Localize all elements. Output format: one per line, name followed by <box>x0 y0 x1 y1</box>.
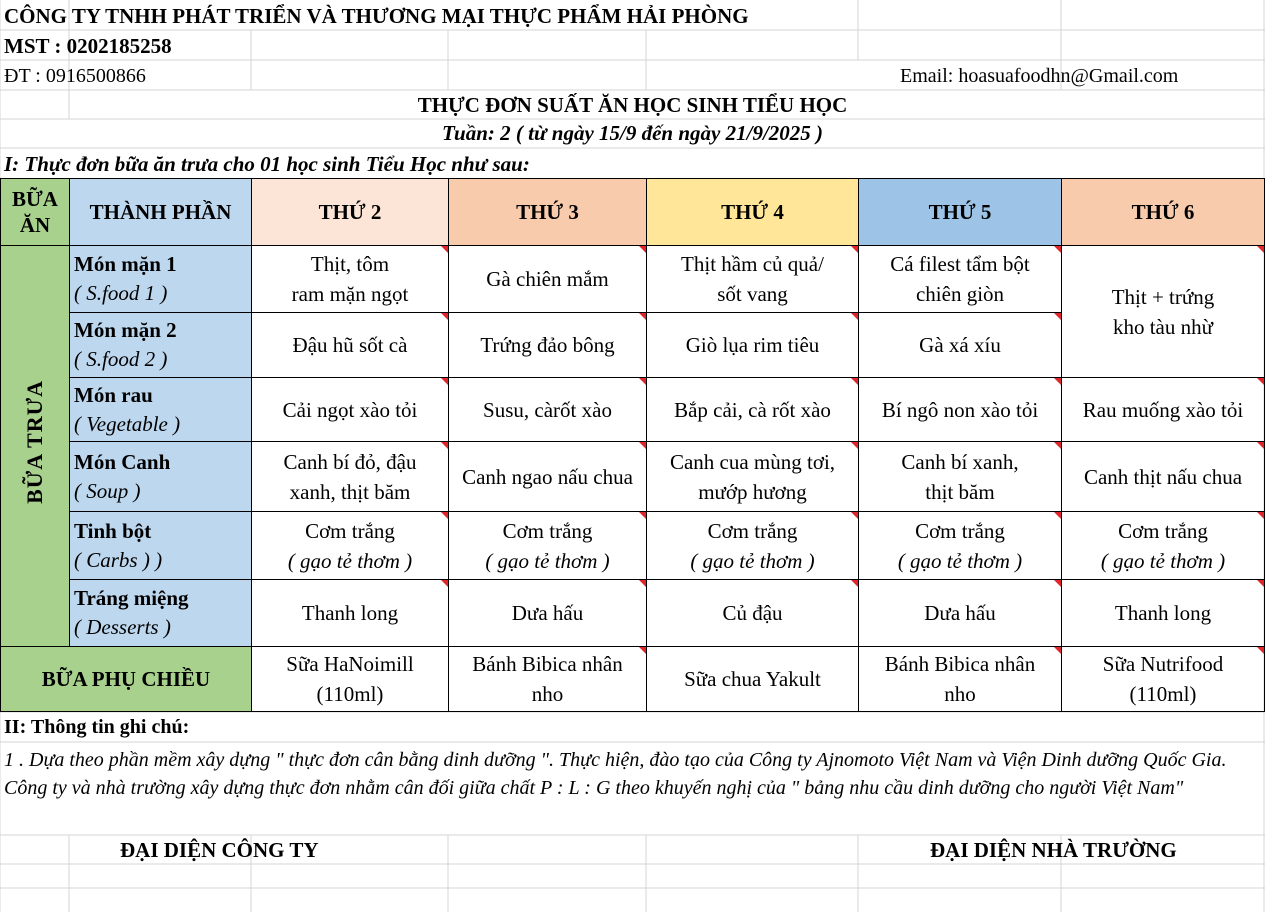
menu-cell-merged <box>1062 246 1265 378</box>
meal-header <box>1 179 70 246</box>
snack-cell <box>1062 647 1265 712</box>
comment-marker <box>1054 512 1061 519</box>
cell-line: Rau muống xào tỏi <box>1082 397 1244 422</box>
comment-marker <box>851 378 858 385</box>
menu-cell <box>647 580 859 647</box>
cell-line: Gà chiên mắm <box>486 267 609 291</box>
menu-cell <box>859 313 1062 378</box>
component-english: ( Carbs ) ) <box>74 547 163 572</box>
component-name: Món mặn 1 <box>74 252 177 276</box>
menu-cell <box>1062 580 1265 647</box>
component-header: THÀNH PHẦN <box>70 179 252 246</box>
snack-label: BỮA PHỤ CHIỀU <box>1 647 252 712</box>
menu-cell <box>1062 378 1265 442</box>
week-range: Tuần: 2 ( từ ngày 15/9 đến ngày 21/9/2025 ) <box>441 121 824 145</box>
menu-cell <box>859 580 1062 647</box>
cell-line: Cá filest tẩm bột <box>890 252 1030 276</box>
cell-line: ram mặn ngọt <box>291 282 409 306</box>
cell-line: Giò lụa rim tiêu <box>685 333 820 357</box>
component-name: Món mặn 2 <box>74 318 177 342</box>
tax-code: MST : 0202185258 <box>4 34 172 58</box>
cell-line: ( gạo tẻ thơm ) <box>1100 548 1226 573</box>
comment-marker <box>639 647 646 654</box>
cell-line: Đậu hũ sốt cà <box>292 333 408 357</box>
menu-cell <box>252 246 449 313</box>
comment-marker <box>1257 442 1264 449</box>
comment-marker <box>441 246 448 253</box>
cell-line: ( gạo tẻ thơm ) <box>690 548 815 573</box>
menu-cell <box>449 442 647 512</box>
snack-cell <box>647 647 859 712</box>
menu-cell <box>859 512 1062 580</box>
comment-marker <box>1054 647 1061 654</box>
email: Email: hoasuafoodhn@Gmail.com <box>900 65 1179 87</box>
lunch-row <box>1 442 1265 512</box>
menu-cell <box>859 378 1062 442</box>
menu-cell <box>647 512 859 580</box>
menu-cell <box>252 313 449 378</box>
snack-line: nho <box>531 682 564 706</box>
comment-marker <box>851 512 858 519</box>
component-name: Tinh bột <box>74 518 152 543</box>
cell-line: Bắp cải, cà rốt xào <box>674 397 831 422</box>
component-name: Món Canh <box>74 449 171 474</box>
cell-line: Thanh long <box>1114 601 1212 625</box>
snack-row <box>1 647 1265 712</box>
cell-line: Thịt hầm củ quả/ <box>681 252 824 276</box>
component-label <box>70 442 252 512</box>
comment-marker <box>1257 512 1264 519</box>
cell-line: Canh ngao nấu chua <box>462 464 633 489</box>
company-signature-label: ĐẠI DIỆN CÔNG TY <box>120 838 319 862</box>
company-name: CÔNG TY TNHH PHÁT TRIỂN VÀ THƯƠNG MẠI THỰC PHẨM HẢI PHÒNG <box>4 4 749 28</box>
comment-marker <box>851 313 858 320</box>
component-name: Tráng miệng <box>74 586 189 610</box>
component-english: ( Vegetable ) <box>74 411 181 436</box>
snack-line: Bánh Bibica nhân <box>472 652 623 676</box>
comment-marker <box>639 512 646 519</box>
comment-marker <box>851 246 858 253</box>
snack-cell <box>252 647 449 712</box>
comment-marker <box>441 512 448 519</box>
comment-marker <box>1054 246 1061 253</box>
comment-marker <box>1054 580 1061 587</box>
component-english: ( Desserts ) <box>74 615 171 639</box>
snack-line: (110ml) <box>316 682 384 706</box>
note-paragraph <box>4 747 1244 802</box>
menu-cell <box>252 442 449 512</box>
lunch-row <box>1 512 1265 580</box>
cell-line: Canh bí xanh, <box>901 449 1019 474</box>
cell-line: Cải ngọt xào tỏi <box>282 397 418 422</box>
comment-marker <box>1257 647 1264 654</box>
snack-line: (110ml) <box>1129 682 1197 706</box>
cell-line: Củ đậu <box>722 601 783 625</box>
cell-line: Canh cua mùng tơi, <box>669 449 836 474</box>
cell-line: Susu, càrốt xào <box>483 397 612 422</box>
component-name: Món rau <box>74 382 153 407</box>
school-signature-label: ĐẠI DIỆN NHÀ TRƯỜNG <box>930 838 1177 862</box>
menu-cell <box>449 313 647 378</box>
comment-marker <box>639 378 646 385</box>
day-header-4: THỨ 4 <box>647 179 859 246</box>
day-header-3: THỨ 3 <box>449 179 647 246</box>
section-1-heading: I: Thực đơn bữa ăn trưa cho 01 học sinh Tiểu Học như sau: <box>4 152 530 176</box>
cell-line: Cơm trắng <box>305 518 395 543</box>
cell-line: Cơm trắng <box>1118 518 1208 543</box>
cell-line: mướp hương <box>698 479 807 504</box>
cell-line: Canh thịt nấu chua <box>1083 464 1243 489</box>
day-header-6: THỨ 6 <box>1062 179 1265 246</box>
note-number: 1 <box>4 749 14 771</box>
component-label <box>70 378 252 442</box>
snack-line: nho <box>944 682 976 706</box>
comment-marker <box>441 580 448 587</box>
comment-marker <box>441 442 448 449</box>
menu-table <box>0 178 1265 712</box>
component-label <box>70 580 252 647</box>
cell-line: ( gạo tẻ thơm ) <box>897 548 1023 573</box>
snack-line: Sữa HaNoimill <box>286 652 414 676</box>
menu-cell <box>647 442 859 512</box>
component-english: ( S.food 2 ) <box>74 347 168 371</box>
cell-line: Cơm trắng <box>915 518 1005 543</box>
comment-marker <box>851 580 858 587</box>
cell-line: sốt vang <box>717 282 788 306</box>
section-2-heading: II: Thông tin ghi chú: <box>4 716 190 738</box>
menu-cell <box>647 313 859 378</box>
cell-line: Thịt + trứng <box>1111 284 1215 309</box>
cell-line: ( gạo tẻ thơm ) <box>485 548 610 573</box>
cell-line: Dưa hấu <box>511 601 584 625</box>
menu-cell <box>1062 442 1265 512</box>
menu-cell <box>647 246 859 313</box>
component-english: ( S.food 1 ) <box>74 281 168 305</box>
comment-marker <box>639 580 646 587</box>
component-label <box>70 313 252 378</box>
menu-cell <box>647 378 859 442</box>
cell-line: thịt băm <box>925 479 995 504</box>
cell-line: Cơm trắng <box>707 518 798 543</box>
comment-marker <box>639 313 646 320</box>
cell-line: Gà xá xíu <box>919 333 1001 357</box>
menu-cell <box>1062 512 1265 580</box>
cell-line: Thanh long <box>301 601 399 625</box>
menu-cell <box>252 512 449 580</box>
cell-line: chiên giòn <box>915 282 1005 306</box>
comment-marker <box>1054 313 1061 320</box>
lunch-row <box>1 246 1265 313</box>
component-label <box>70 512 252 580</box>
menu-cell <box>449 580 647 647</box>
lunch-label-text: BỮA TRƯA <box>22 380 47 504</box>
header-row <box>1 179 1265 246</box>
lunch-row <box>1 580 1265 647</box>
menu-cell <box>252 580 449 647</box>
comment-marker <box>1257 378 1264 385</box>
comment-marker <box>1257 246 1264 253</box>
cell-line: xanh, thịt băm <box>289 479 411 504</box>
comment-marker <box>1054 442 1061 449</box>
comment-marker <box>639 246 646 253</box>
cell-line: Cơm trắng <box>502 518 593 543</box>
component-label <box>70 246 252 313</box>
cell-line: Trứng đảo bông <box>480 333 615 357</box>
cell-line: ( gạo tẻ thơm ) <box>287 548 413 573</box>
comment-marker <box>851 442 858 449</box>
menu-cell <box>859 442 1062 512</box>
comment-marker <box>441 313 448 320</box>
meal-header-line2: ĂN <box>19 213 51 237</box>
comment-marker <box>639 442 646 449</box>
menu-cell <box>449 246 647 313</box>
comment-marker <box>1054 378 1061 385</box>
menu-cell <box>859 246 1062 313</box>
snack-line: Sữa Nutrifood <box>1102 652 1224 676</box>
snack-line: Sữa chua Yakult <box>684 667 821 691</box>
cell-line: kho tàu nhừ <box>1112 314 1214 339</box>
lunch-row <box>1 378 1265 442</box>
day-header-2: THỨ 2 <box>252 179 449 246</box>
menu-cell <box>449 512 647 580</box>
cell-line: Bí ngô non xào tỏi <box>881 397 1039 422</box>
lunch-label <box>1 246 70 647</box>
page-title: THỰC ĐƠN SUẤT ĂN HỌC SINH TIỂU HỌC <box>417 93 848 117</box>
cell-line: Canh bí đỏ, đậu <box>283 449 417 474</box>
component-english: ( Soup ) <box>74 478 141 503</box>
menu-cell <box>449 378 647 442</box>
comment-marker <box>1257 580 1264 587</box>
snack-cell <box>449 647 647 712</box>
menu-cell <box>252 378 449 442</box>
note-text: . Dựa theo phần mềm xây dựng " thực đơn cân bằng dinh dưỡng ". Thực hiện, đào tạo của Công ty Ajnomoto Việt Nam và Viện Dinh dưỡng Quốc Gia. Công ty và nhà trường xây dựng thực đơn nhằm cân đối giữa chất P : L : G theo khuyến nghị của " bảng nhu cầu dinh dưỡng cho người Việt Nam" <box>4 749 1227 799</box>
day-header-5: THỨ 5 <box>859 179 1062 246</box>
meal-header-line1: BỮA <box>12 187 58 211</box>
snack-line: Bánh Bibica nhân <box>884 652 1036 676</box>
cell-line: Dưa hấu <box>924 601 996 625</box>
cell-line: Thịt, tôm <box>310 252 390 276</box>
phone: ĐT : 0916500866 <box>4 65 146 87</box>
comment-marker <box>441 378 448 385</box>
snack-cell <box>859 647 1062 712</box>
